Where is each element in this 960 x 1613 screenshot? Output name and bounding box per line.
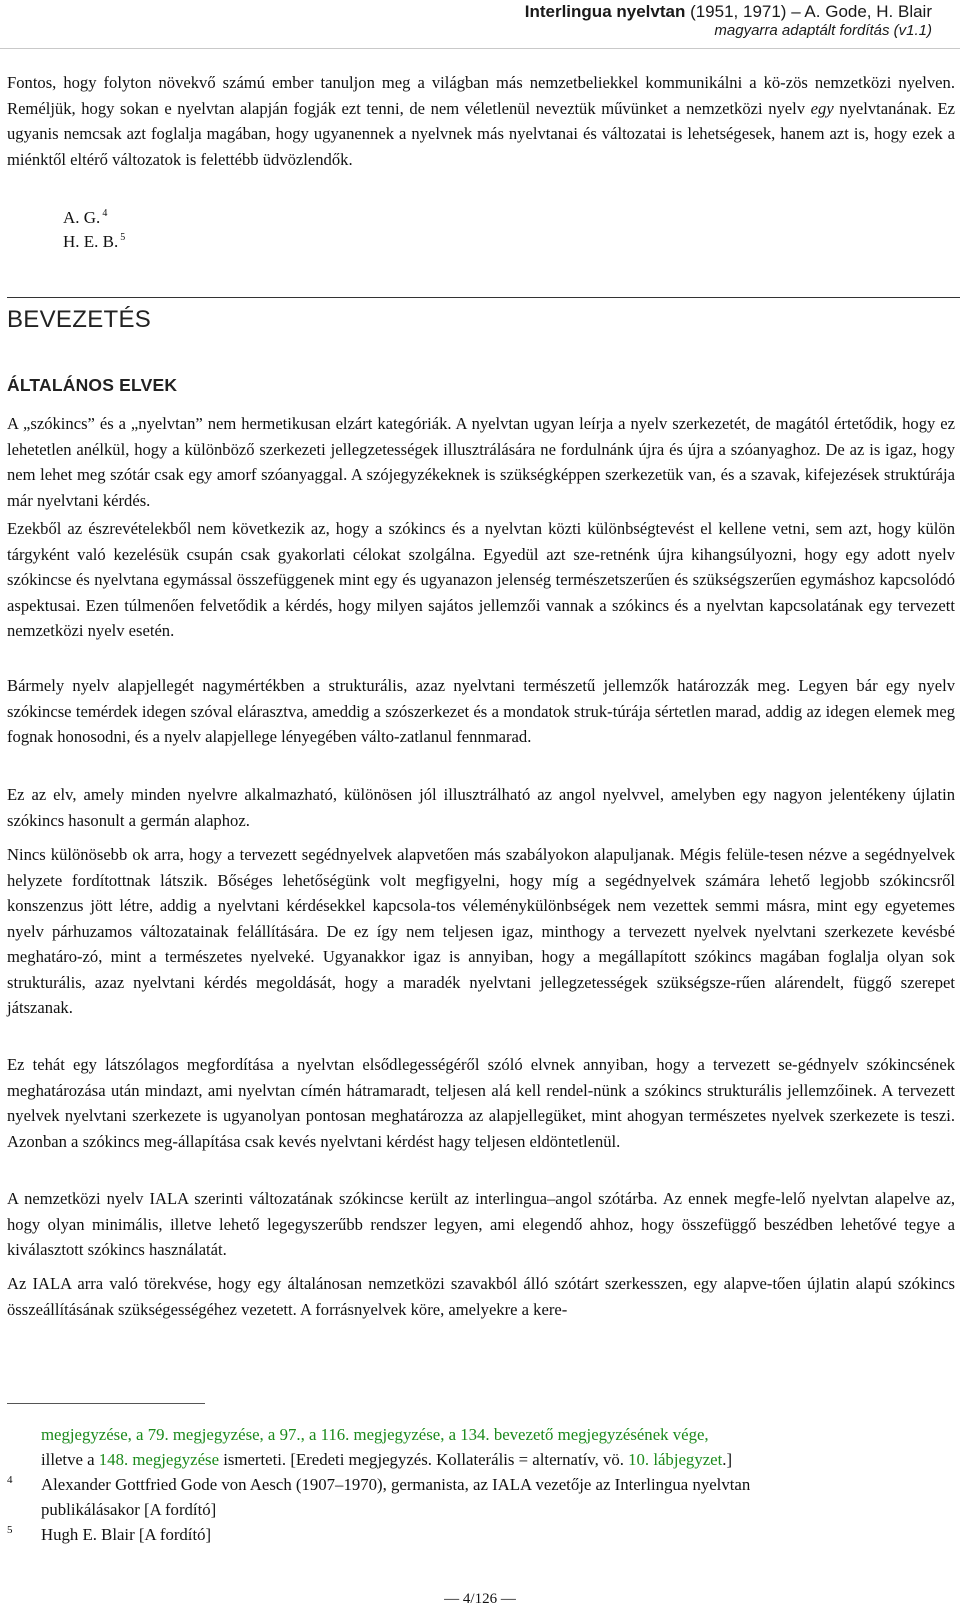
intro-text-b: nyelvtanának. Ez ugyanis nemcsak azt foglalja magában, hogy ugyanennek a nyelvnek más nyelvtanai és változatai is lehetségesek, hanem azt is, hogy ezek a miénktől eltérő változatok is felettébb üdvözlendők. [7,98,955,169]
header-subtitle: magyarra adaptált fordítás (v1.1) [714,22,932,39]
signature-ag-text: A. G. [63,208,101,227]
header-title-rest: (1951, 1971) – A. Gode, H. Blair [685,2,932,21]
paragraph-text: Ez az elv, amely minden nyelvre alkalmazható, különösen jól illusztrálható az angol nyelvvel, amelyben egy nagyon jelentékeny újlatin szókincs hasonult a germán alaphoz. [7,785,955,830]
cross-reference-link[interactable]: 97. [279,1425,301,1444]
header-divider [0,48,960,49]
body-paragraph [7,782,955,833]
cross-reference-link[interactable]: 116. [320,1425,350,1444]
footnote-segment: ismerteti. [Eredeti megjegyzés. Kollaterális = alternatív, vö. [219,1450,629,1469]
signature-ag [63,202,107,229]
footnote-cont-line-2 [41,1447,960,1472]
footnote-ref-4[interactable]: 4 [102,208,108,219]
cross-reference-link[interactable]: 148. [98,1450,129,1469]
footnote-number: 4 [7,1474,13,1486]
footnote-cont-line-1 [41,1422,960,1447]
cross-reference-link[interactable]: bevezető megjegyzésének vége, [489,1425,709,1444]
cross-reference-link[interactable]: megjegyzése, a [168,1425,280,1444]
header-title [525,2,932,22]
footnote-text: Hugh E. Blair [A fordító] [41,1525,212,1544]
body-paragraph [7,516,955,644]
paragraph-text: Ezekből az észrevételekből nem következik az, hogy a szókincs és a nyelvtan közti különbségtevést el kellene vetni, sem azt, hogy külön tárgyként való kezelésük csupán csak gyakorlati célokat szolgálna. Egyedül azt sze-retnénk újra kihangsúlyozni, hogy egy adott nyelv szókincse és nyelvtana egymással összefüggenek mint egy és ugyanazon jelenség természetszerűen és szükségszerűen egymáshoz kapcsolódó aspektusai. Ezen túlmenően felvetődik a kérdés, hogy milyen sajátos jellemzői vannak a szókincs és a nyelvtan kapcsolatának egy tervezett nemzetközi nyelv esetén. [7,519,955,640]
paragraph-text: Ez tehát egy látszólagos megfordítása a nyelvtan elsődlegességéről szóló elvnek annyiban, hogy a tervezett se-gédnyelv szókincsének meghatározása után mindazt, ami nyelvtan címén hátramaradt, teljesen alá kell rendel-nünk a szókincs strukturális jellemzőinek. A tervezett nyelvek nyelvtani szerkezete is ugyanolyan pontosan meghatározza az alapjellegüket, mint ahogyan természetes nyelvek szerkezete is teszi. Azonban a szókincs meg-állapítása csak kevés nyelvtani kérdést hagy teljesen eldöntetlenül. [7,1055,955,1151]
section-divider [7,297,960,298]
footnote-segment: illetve a [41,1450,99,1469]
cross-reference-link[interactable]: 134. [460,1425,490,1444]
cross-reference-link[interactable]: 10. lábjegyzet [628,1450,723,1469]
body-paragraph [7,1271,955,1322]
footnote-text: publikálásakor [A fordító] [41,1500,217,1519]
signature-heb [63,226,125,253]
footnote-number: 5 [7,1524,13,1536]
paragraph-text: Bármely nyelv alapjellegét nagymértékben a strukturális, azaz nyelvtani természetű jellemzők határozzák meg. Legyen bár egy nyelv szókincse temérdek idegen szóval elárasztva, ameddig a szószerkezet és a mondatok struk-túrája sértetlen marad, addig az idegen elemek meg fognak honosodni, és a nyelv alapjellege lényegében válto-zatlanul fennmarad. [7,676,955,746]
paragraph-text: A nemzetközi nyelv IALA szerinti változatának szókincse került az interlingua–angol szótárba. Az ennek megfe-lelő nyelvtan alapelve az, hogy olyan minimális, illetve lehető legegyszerűbb rendszer legyen, ami elegendő ahhoz, hogy összefüggő beszédben lehetővé tegye a kiválasztott szókincs használatát. [7,1189,955,1259]
signature-heb-text: H. E. B. [63,232,119,251]
intro-text-a: Fontos, hogy folyton növekvő számú ember tanuljon meg a világban más nemzetbeliekkel kommunikálni a kö-zös nemzetközi nyelven. Reméljük, hogy sokan e nyelvtan alapján fogják ezt tenni, de nem véletlenül neveztük művünket a nemzetközi nyelv [7,73,955,118]
paragraph-text: A „szókincs” és a „nyelvtan” nem hermetikusan elzárt kategóriák. A nyelvtan ugyan leírja a nyelv szerkezetét, de magától értetődik, hogy ez lehetetlen anélkül, hogy a különböző szerkezeti jellegzetességek illusztrálására ne fordulnánk újra és újra a szóanyaghoz. De az is igaz, hogy nem lehet meg szótár csak egy amorf szóanyaggal. A szójegyzékeknek is szükségképpen szerkezetük van, és a szavak, kifejezések struktúrája már nyelvtani kérdés. [7,414,955,510]
footnote-text: Alexander Gottfried Gode von Aesch (1907–1970), germanista, az IALA vezetője az Interlingua nyelvtan [41,1475,751,1494]
footnote-divider [7,1403,205,1404]
body-paragraph [7,1186,955,1263]
paragraph-text: Az IALA arra való törekvése, hogy egy általánosan nemzetközi szavakból álló szótárt szerkesszen, egy alapve-tően újlatin alapú szókincs összeállításának szükségességéhez vezetett. A forrásnyelvek köre, amelyekre a kere- [7,1274,955,1319]
intro-block [7,70,955,172]
intro-paragraph [7,70,955,172]
paragraph-text: Nincs különösebb ok arra, hogy a tervezett segédnyelvek alapvetően más szabályokon alapuljanak. Mégis felüle-tesen nézve a segédnyelvek helyzete fordítottnak látszik. Bőséges lehetőségünk volt megfigyelni, hogy míg a segédnyelvek számára lehető legjobb szókincsről konszenzus jött létre, addig a nyelvtani kérdésekkel kapcsola-tos véleménykülönbségek nem vezettek semmi másra, mint egy egyetemes nyelv párhuzamos változatainak felállítására. De ez így nem teljesen igaz, minthogy a tervezett nyelvek nyelvtani szerkezete kevésbé meghatáro-zó, mint a természetes nyelveké. Ugyanakkor igaz is annyiban, hogy a megállapított szókincs magában foglalja olyan sok strukturális, azaz nyelvtani kérdés megoldását, hogy a maradék nyelvtani jellegzetességek szükségsze-rűen alárendelt, függő szerepet játszanak. [7,845,955,1017]
subsection-title: ÁLTALÁNOS ELVEK [7,375,178,395]
body-paragraph [7,411,955,513]
body-paragraph [7,1052,955,1154]
cross-reference-link[interactable]: megjegyzése, a [41,1425,148,1444]
body-paragraph [7,842,955,1021]
cross-reference-link[interactable]: 79. [147,1425,169,1444]
header-title-bold: Interlingua nyelvtan [524,2,686,21]
cross-reference-link[interactable]: megjegyzése [128,1450,220,1469]
body-paragraph [7,673,955,750]
section-title: BEVEZETÉS [7,306,152,333]
cross-reference-link[interactable]: megjegyzése, a [349,1425,461,1444]
footnote-segment: .] [722,1450,733,1469]
page-number: — 4/126 — [444,1591,516,1607]
intro-emphasis: egy [810,98,834,118]
footnote-ref-5[interactable]: 5 [120,232,126,243]
cross-reference-link[interactable]: , a [300,1425,321,1444]
